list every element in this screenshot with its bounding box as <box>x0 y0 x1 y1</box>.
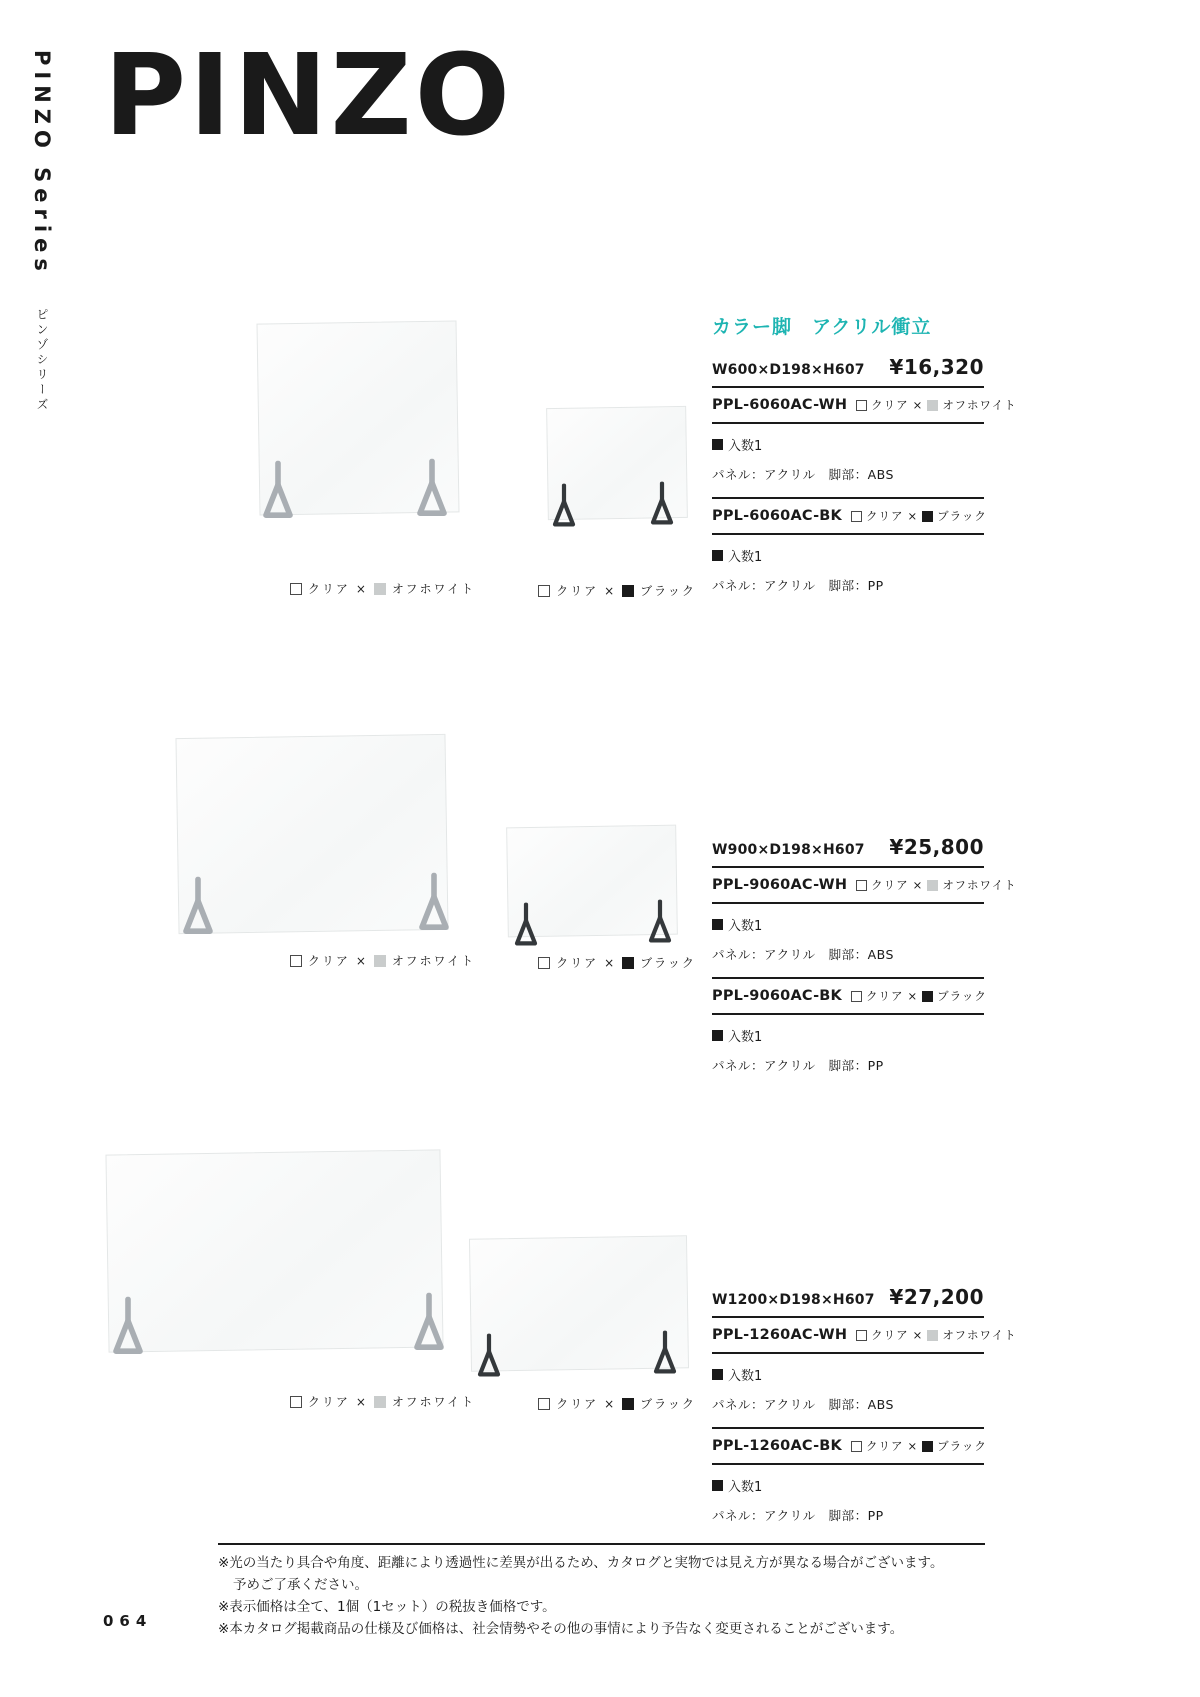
dimensions-price-row <box>712 835 984 868</box>
color-caption <box>537 954 697 971</box>
caption-separator: × <box>355 953 368 968</box>
variant-code-row <box>712 977 987 1015</box>
black-swatch-icon <box>622 957 634 969</box>
quantity-row <box>712 904 984 936</box>
offwhite-swatch-icon <box>927 880 938 891</box>
combo-color-first: クリア <box>865 1439 904 1453</box>
dimensions-price-row <box>712 1285 984 1318</box>
panel-leg-icon <box>650 475 674 535</box>
material-spec: パネル：アクリル 脚部：ABS <box>712 1397 894 1412</box>
caption-color-first: クリア <box>307 1395 350 1409</box>
panel-leg-icon <box>112 1288 144 1368</box>
caption-color-first: クリア <box>556 1397 599 1411</box>
caption-separator: × <box>604 955 617 970</box>
quantity-row <box>712 1354 984 1386</box>
quantity-label: 入数1 <box>728 550 763 565</box>
footer-notes <box>218 1553 1013 1640</box>
series-name-ja: ピンゾシリーズ <box>35 307 49 413</box>
offwhite-swatch-icon <box>374 583 386 595</box>
variant-code-row <box>712 1427 987 1465</box>
caption-color-second: ブラック <box>640 956 696 970</box>
quantity-label: 入数1 <box>728 439 763 454</box>
clear-swatch-icon <box>290 955 302 967</box>
color-combo <box>856 877 1016 893</box>
product-panel-1200-white <box>105 1149 443 1352</box>
clear-swatch-icon <box>538 1398 550 1410</box>
combo-color-second: オフホワイト <box>942 1328 1017 1342</box>
panel-leg-icon <box>477 1328 501 1386</box>
combo-color-second: ブラック <box>937 1439 987 1453</box>
product-code: PPL-9060AC-BK <box>712 988 842 1004</box>
black-swatch-icon <box>922 1441 933 1452</box>
caption-color-first: クリア <box>556 956 599 970</box>
clear-swatch-icon <box>290 583 302 595</box>
caption-separator: × <box>355 1394 368 1409</box>
dimensions: W1200×D198×H607 <box>712 1292 875 1308</box>
caption-separator: × <box>355 581 368 596</box>
offwhite-swatch-icon <box>374 1396 386 1408</box>
square-bullet-icon <box>712 550 723 561</box>
panel-leg-icon <box>182 868 214 948</box>
combo-color-first: クリア <box>865 509 904 523</box>
variant-code-row <box>712 1318 1017 1354</box>
clear-swatch-icon <box>856 1330 867 1341</box>
caption-separator: × <box>604 583 617 598</box>
offwhite-swatch-icon <box>927 400 938 411</box>
combo-color-second: オフホワイト <box>942 878 1017 892</box>
combo-color-second: オフホワイト <box>942 398 1017 412</box>
dimensions-price-row <box>712 355 984 388</box>
color-caption <box>270 952 495 969</box>
price: ¥27,200 <box>889 1285 984 1309</box>
page-title: PINZO <box>104 31 513 161</box>
caption-separator: × <box>604 1396 617 1411</box>
quantity-label: 入数1 <box>728 1480 763 1495</box>
color-caption <box>270 1393 495 1410</box>
quantity-label: 入数1 <box>728 1369 763 1384</box>
combo-separator: × <box>907 1439 919 1453</box>
note-line: ※光の当たり具合や角度、距離により透過性に差異が出るため、カタログと実物では見え方が異なる場合がございます。 <box>218 1555 944 1571</box>
square-bullet-icon <box>712 1369 723 1380</box>
combo-separator: × <box>912 878 924 892</box>
product-code: PPL-6060AC-BK <box>712 508 842 524</box>
panel-leg-icon <box>262 453 294 531</box>
offwhite-swatch-icon <box>374 955 386 967</box>
material-spec: パネル：アクリル 脚部：PP <box>712 1508 884 1523</box>
caption-color-first: クリア <box>307 582 350 596</box>
variant-code-row <box>712 868 1017 904</box>
color-combo <box>851 508 987 524</box>
offwhite-swatch-icon <box>927 1330 938 1341</box>
material-spec: パネル：アクリル 脚部：ABS <box>712 467 894 482</box>
product-code: PPL-9060AC-WH <box>712 877 848 893</box>
square-bullet-icon <box>712 919 723 930</box>
color-combo <box>856 397 1016 413</box>
page-number: 064 <box>103 1612 153 1630</box>
black-swatch-icon <box>622 1398 634 1410</box>
quantity-row <box>712 1015 984 1047</box>
color-caption <box>537 582 697 599</box>
note-line: 予めご了承ください。 <box>233 1576 368 1593</box>
clear-swatch-icon <box>851 1441 862 1452</box>
panel-leg-icon <box>413 1283 445 1365</box>
square-bullet-icon <box>712 1480 723 1491</box>
clear-swatch-icon <box>851 991 862 1002</box>
product-panel-900-white <box>175 734 448 934</box>
spec-block-900 <box>712 835 1017 1074</box>
panel-leg-icon <box>514 898 538 954</box>
product-code: PPL-1260AC-BK <box>712 1438 842 1454</box>
color-caption <box>270 580 495 597</box>
combo-separator: × <box>912 398 924 412</box>
sidebar-series-label <box>30 50 54 610</box>
series-name-en: PINZO Series <box>30 50 54 277</box>
clear-swatch-icon <box>290 1396 302 1408</box>
combo-color-first: クリア <box>871 1328 909 1342</box>
color-caption <box>537 1395 697 1412</box>
square-bullet-icon <box>712 1030 723 1041</box>
clear-swatch-icon <box>856 400 867 411</box>
panel-leg-icon <box>418 863 450 945</box>
panel-leg-icon <box>416 450 448 530</box>
material-spec: パネル：アクリル 脚部：PP <box>712 1058 884 1073</box>
combo-separator: × <box>907 509 919 523</box>
clear-swatch-icon <box>538 957 550 969</box>
variant-code-row <box>712 388 1017 424</box>
quantity-row <box>712 1465 984 1497</box>
caption-color-first: クリア <box>307 954 350 968</box>
panel-leg-icon <box>552 478 576 536</box>
price: ¥25,800 <box>889 835 984 859</box>
combo-separator: × <box>912 1328 924 1342</box>
variant-code-row <box>712 497 987 535</box>
black-swatch-icon <box>922 511 933 522</box>
note-line: ※本カタログ掲載商品の仕様及び価格は、社会情勢やその他の事情により予告なく変更されることがございます。 <box>218 1620 904 1637</box>
combo-color-first: クリア <box>871 878 909 892</box>
combo-color-second: ブラック <box>937 989 987 1003</box>
caption-color-second: ブラック <box>640 1397 696 1411</box>
category-heading: カラー脚 アクリル衝立 <box>712 316 932 338</box>
caption-color-first: クリア <box>556 584 599 598</box>
dimensions: W900×D198×H607 <box>712 842 865 858</box>
product-code: PPL-1260AC-WH <box>712 1327 848 1343</box>
note-line: ※表示価格は全て、1個（1セット）の税抜き価格です。 <box>218 1598 556 1615</box>
clear-swatch-icon <box>856 880 867 891</box>
black-swatch-icon <box>622 585 634 597</box>
combo-separator: × <box>907 989 919 1003</box>
clear-swatch-icon <box>851 511 862 522</box>
quantity-row <box>712 424 984 456</box>
product-code: PPL-6060AC-WH <box>712 397 848 413</box>
material-spec: パネル：アクリル 脚部：PP <box>712 578 884 593</box>
panel-leg-icon <box>653 1323 677 1385</box>
quantity-label: 入数1 <box>728 919 763 934</box>
caption-color-second: ブラック <box>640 584 696 598</box>
color-combo <box>851 1438 987 1454</box>
quantity-row <box>712 535 984 567</box>
dimensions: W600×D198×H607 <box>712 362 865 378</box>
spec-block-600 <box>712 312 1017 594</box>
combo-color-first: クリア <box>871 398 909 412</box>
combo-color-first: クリア <box>865 989 904 1003</box>
clear-swatch-icon <box>538 585 550 597</box>
caption-color-second: オフホワイト <box>391 954 476 968</box>
footer-divider <box>218 1543 985 1545</box>
caption-color-second: オフホワイト <box>391 582 476 596</box>
square-bullet-icon <box>712 439 723 450</box>
color-combo <box>856 1327 1016 1343</box>
black-swatch-icon <box>922 991 933 1002</box>
panel-leg-icon <box>648 893 672 953</box>
color-combo <box>851 988 987 1004</box>
spec-block-1200 <box>712 1285 1017 1524</box>
quantity-label: 入数1 <box>728 1030 763 1045</box>
price: ¥16,320 <box>889 355 984 379</box>
combo-color-second: ブラック <box>937 509 987 523</box>
caption-color-second: オフホワイト <box>391 1395 476 1409</box>
material-spec: パネル：アクリル 脚部：ABS <box>712 947 894 962</box>
